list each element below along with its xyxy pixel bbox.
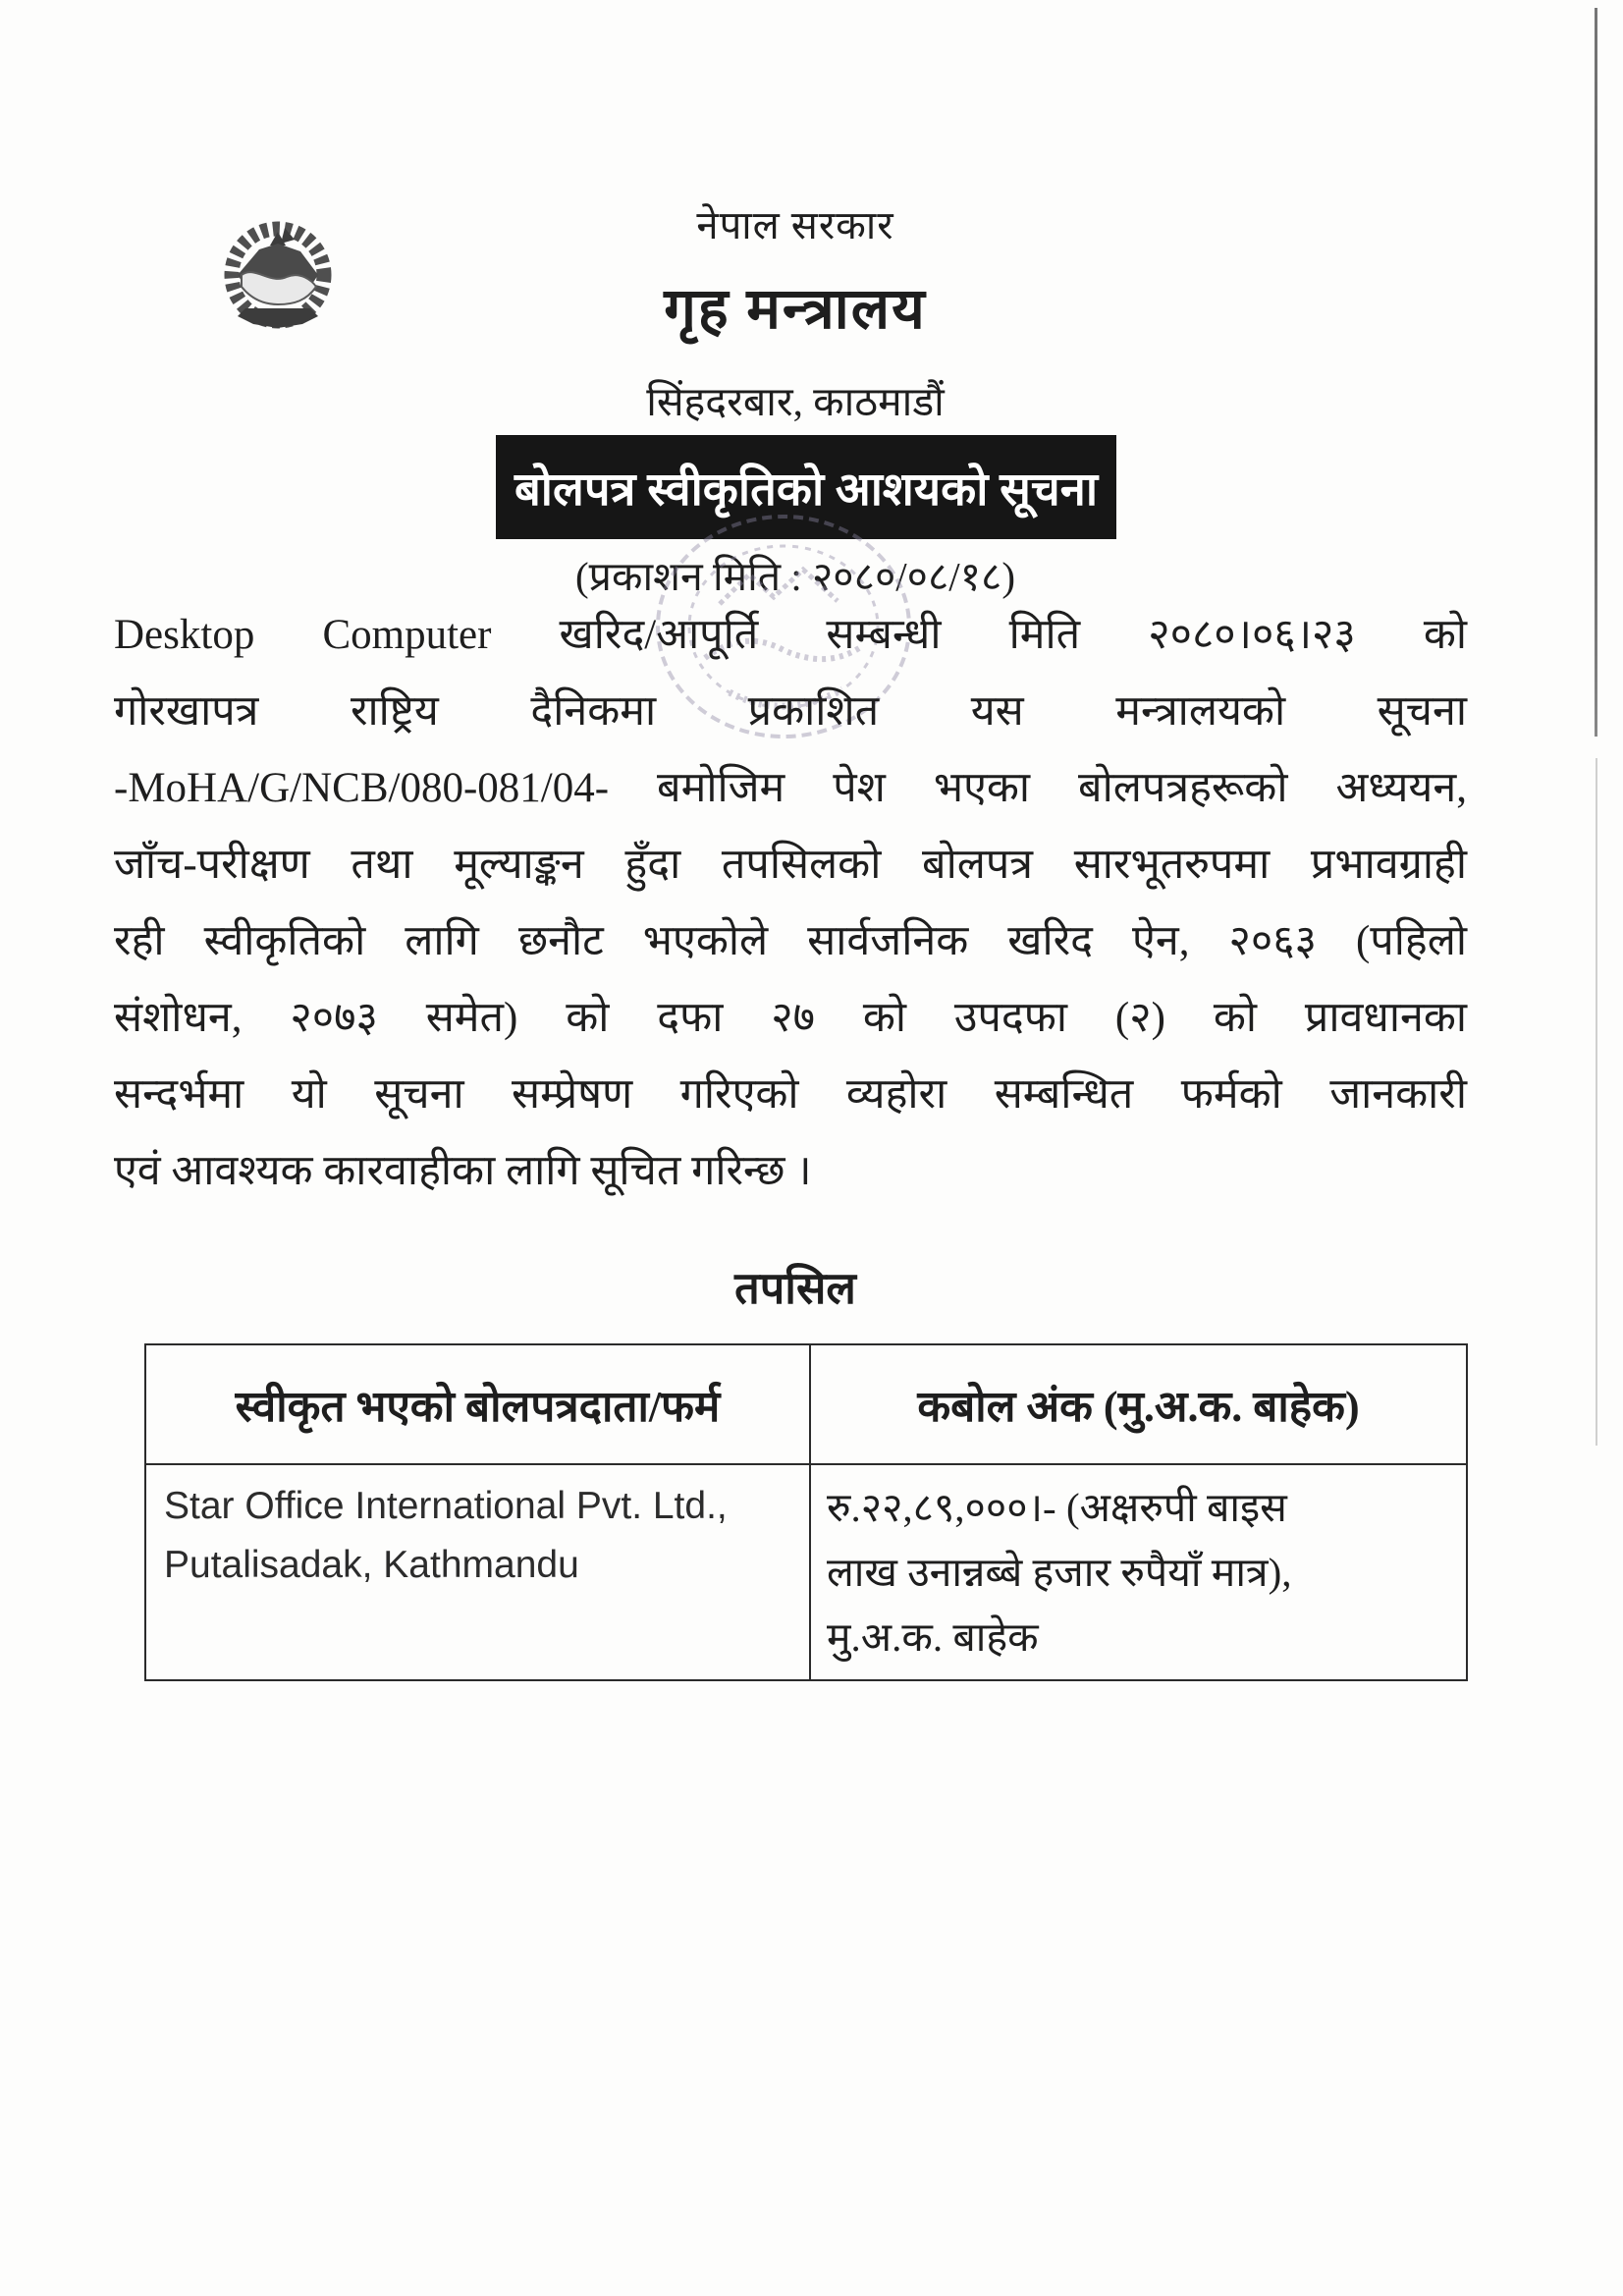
notice-title-banner: बोलपत्र स्वीकृतिको आशयको सूचना [496,435,1116,539]
scan-artifact-line [1596,758,1597,1446]
scan-artifact-line [1595,8,1597,737]
body-line: संशोधन, २०७३ समेत) को दफा २७ को उपदफा (२) को प्रावधानका [114,995,1467,1041]
body-line: रही स्वीकृतिको लागि छनौट भएकोले सार्वजनिक खरिद ऐन, २०६३ (पहिलो [114,918,1467,964]
body-line: -MoHA/G/NCB/080-081/04- बमोजिम पेश भएका बोलपत्रहरूको अध्ययन, [114,765,1467,811]
body-line: जाँच-परीक्षण तथा मूल्याङ्कन हुँदा तपसिलको बोलपत्र सारभूतरुपमा प्रभावग्राही [114,842,1467,888]
amount-line: मु.अ.क. बाहेक [827,1614,1039,1660]
government-name: नेपाल सरकार [696,203,894,247]
tapasil-heading: तपसिल [734,1264,856,1313]
notice-body [114,597,1467,1210]
ministry-name: गृह मन्त्रालय [664,277,927,341]
bidder-name: Star Office International Pvt. Ltd., [164,1485,728,1527]
bid-detail-table [144,1343,1468,1681]
bidder-address: Putalisadak, Kathmandu [164,1544,579,1586]
publication-date: (प्रकाशन मिति : २०८०/०८/१८) [575,554,1015,599]
bidder-cell [145,1464,810,1680]
body-line: Desktop Computer खरिद/आपूर्ति सम्बन्धी मिति २०८०।०६।२३ को [114,612,1467,658]
amount-line: लाख उनान्नब्बे हजार रुपैयाँ मात्र), [827,1550,1292,1595]
ministry-address: सिंहदरबार, काठमाडौं [646,379,945,424]
table-header-row [145,1344,1467,1464]
amount-cell [810,1464,1467,1680]
bidder-column-header: स्वीकृत भएको बोलपत्रदाता/फर्म [145,1344,810,1464]
amount-column-header: कबोल अंक (मु.अ.क. बाहेक) [810,1344,1467,1464]
body-line: सन्दर्भमा यो सूचना सम्प्रेषण गरिएको व्यहोरा सम्बन्धित फर्मको जानकारी [114,1071,1467,1118]
body-line: एवं आवश्यक कारवाहीका लागि सूचित गरिन्छ । [114,1148,812,1194]
amount-line: रु.२२,८९,०००।- (अक्षरुपी बाइस [827,1485,1287,1530]
body-line: गोरखापत्र राष्ट्रिय दैनिकमा प्रकाशित यस मन्त्रालयको सूचना [114,688,1467,735]
table-row [145,1464,1467,1680]
